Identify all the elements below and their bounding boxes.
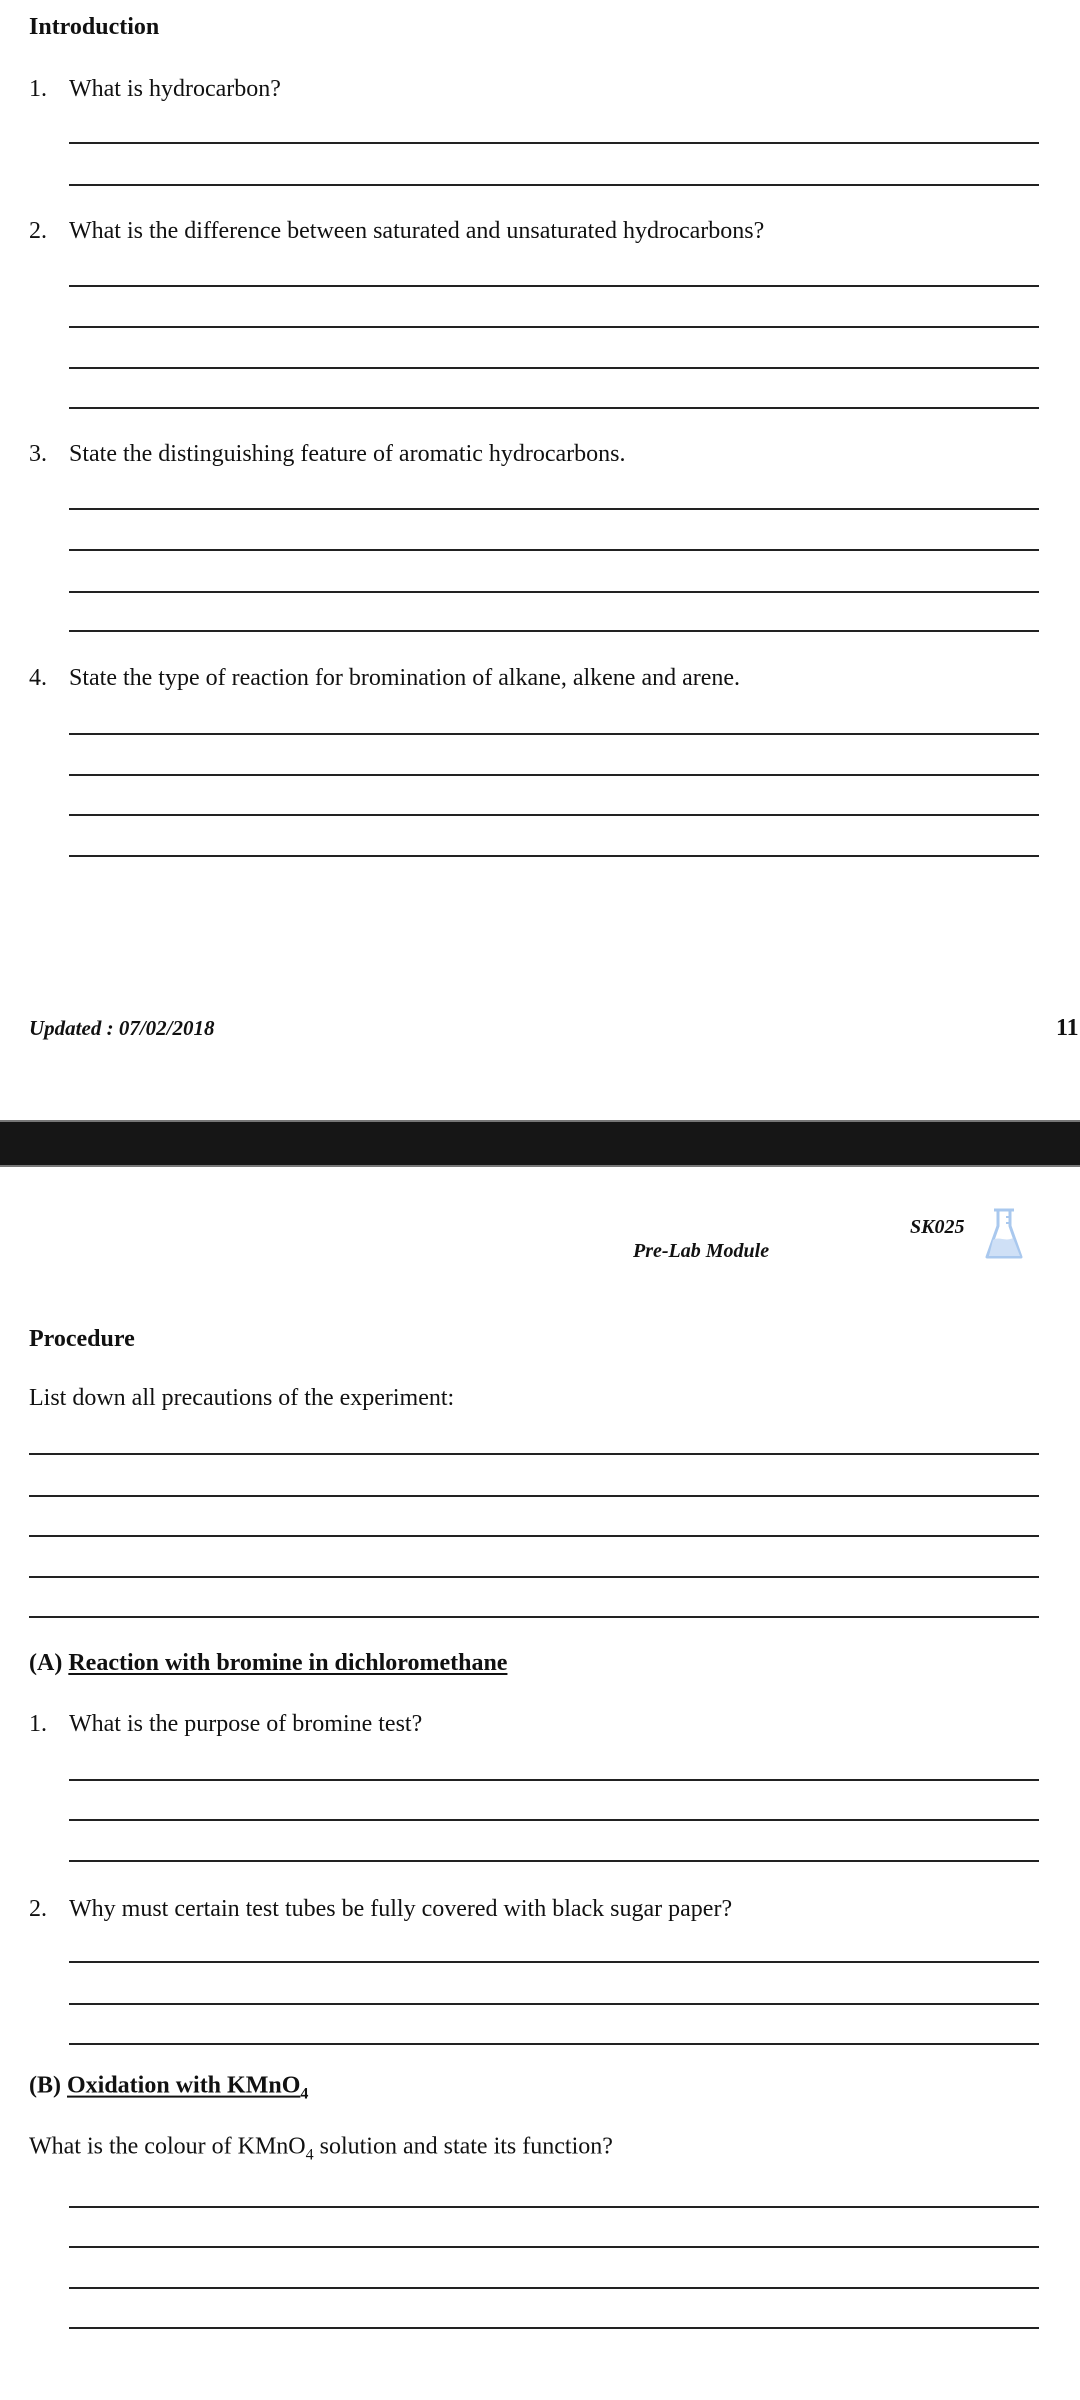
answer-line bbox=[69, 1819, 1039, 1821]
page-number: 11 bbox=[1056, 1015, 1079, 1041]
section-a-question-1 bbox=[29, 1710, 422, 1738]
answer-line bbox=[69, 2206, 1039, 2208]
question-number: 1. bbox=[29, 76, 47, 102]
section-a-heading bbox=[29, 1649, 507, 1677]
answer-line bbox=[69, 285, 1039, 287]
section-title: Reaction with bromine in dichloromethane bbox=[68, 1650, 508, 1676]
answer-line bbox=[69, 407, 1039, 409]
question-number: 3. bbox=[29, 441, 47, 467]
answer-line bbox=[69, 142, 1039, 144]
answer-line bbox=[69, 2003, 1039, 2005]
question-text: State the type of reaction for bromination of alkane, alkene and arene. bbox=[69, 665, 741, 691]
question-number: 1. bbox=[29, 1711, 47, 1737]
section-a-question-2 bbox=[29, 1895, 732, 1923]
module-title: Pre-Lab Module bbox=[633, 1240, 770, 1262]
question-2 bbox=[29, 217, 764, 245]
section-title-text: Oxidation with KMnO bbox=[67, 2072, 301, 2099]
answer-line bbox=[29, 1616, 1039, 1618]
answer-line bbox=[69, 855, 1039, 857]
section-b-question bbox=[29, 2133, 613, 2170]
subscript: 4 bbox=[300, 2085, 309, 2103]
answer-line bbox=[69, 367, 1039, 369]
updated-date: Updated : 07/02/2018 bbox=[29, 1016, 215, 1040]
question-text: What is the colour of KMnO bbox=[29, 2133, 306, 2160]
answer-line bbox=[69, 733, 1039, 735]
answer-line bbox=[69, 2287, 1039, 2289]
answer-line bbox=[69, 184, 1039, 186]
question-text: solution and state its function? bbox=[313, 2133, 613, 2160]
answer-line bbox=[29, 1453, 1039, 1455]
answer-line bbox=[69, 1779, 1039, 1781]
section-title bbox=[67, 2072, 309, 2103]
answer-line bbox=[69, 2246, 1039, 2248]
question-1 bbox=[29, 75, 281, 103]
precautions-prompt: List down all precautions of the experiment: bbox=[29, 1385, 455, 1411]
question-number: 2. bbox=[29, 1896, 47, 1922]
answer-line bbox=[69, 326, 1039, 328]
question-number: 2. bbox=[29, 218, 47, 244]
section-b-heading bbox=[29, 2072, 308, 2109]
page-separator bbox=[0, 1120, 1080, 1167]
question-4 bbox=[29, 664, 740, 692]
answer-line bbox=[69, 2327, 1039, 2329]
flask-icon bbox=[984, 1207, 1026, 1263]
answer-line bbox=[69, 1961, 1039, 1963]
answer-line bbox=[29, 1535, 1039, 1537]
question-3 bbox=[29, 440, 626, 468]
answer-line bbox=[69, 549, 1039, 551]
question-number: 4. bbox=[29, 665, 47, 691]
question-text: Why must certain test tubes be fully covered with black sugar paper? bbox=[69, 1896, 733, 1922]
course-code: SK025 bbox=[910, 1216, 965, 1238]
answer-line bbox=[69, 591, 1039, 593]
answer-line bbox=[29, 1495, 1039, 1497]
answer-line bbox=[69, 2043, 1039, 2045]
section-heading-introduction: Introduction bbox=[29, 14, 160, 40]
answer-line bbox=[69, 508, 1039, 510]
question-text: What is hydrocarbon? bbox=[69, 76, 281, 102]
question-text: State the distinguishing feature of aromatic hydrocarbons. bbox=[69, 441, 626, 467]
section-label: (B) bbox=[29, 2072, 61, 2099]
section-heading-procedure: Procedure bbox=[29, 1326, 135, 1352]
question-text: What is the difference between saturated and unsaturated hydrocarbons? bbox=[69, 218, 765, 244]
question-text: What is the purpose of bromine test? bbox=[69, 1711, 423, 1737]
answer-line bbox=[29, 1576, 1039, 1578]
subscript: 4 bbox=[305, 2146, 314, 2164]
section-label: (A) bbox=[29, 1650, 63, 1676]
answer-line bbox=[69, 1860, 1039, 1862]
answer-line bbox=[69, 814, 1039, 816]
answer-line bbox=[69, 774, 1039, 776]
answer-line bbox=[69, 630, 1039, 632]
